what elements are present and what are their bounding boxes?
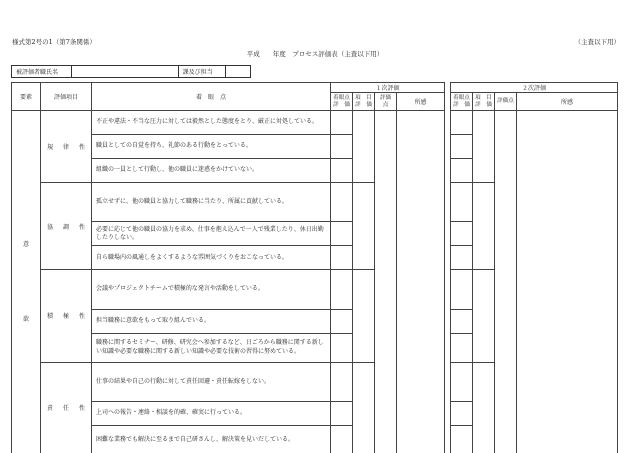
item-label: 積極性 (41, 270, 92, 362)
first-item-eval-input[interactable] (353, 111, 375, 183)
criterion-text: 上司への報告・連絡・相談を的確、確実に行っている。 (92, 401, 331, 425)
first-viewpoint-eval-input[interactable] (331, 222, 353, 246)
second-viewpoint-eval-input[interactable] (451, 111, 473, 135)
evaluatee-label: 被評価者職氏名 (12, 66, 72, 77)
second-comment-input[interactable] (517, 111, 618, 453)
item-label: 責任性 (41, 362, 92, 453)
first-eval-point-header: 評価 点 (375, 93, 397, 111)
first-viewpoint-eval-input[interactable] (331, 135, 353, 159)
second-item-eval-header: 項 目 評 価 (473, 93, 495, 111)
first-eval-point-input[interactable] (375, 111, 397, 453)
first-viewpoint-eval-input[interactable] (331, 425, 353, 453)
first-eval-header: １次評価 (331, 83, 445, 93)
second-viewpoint-eval-input[interactable] (451, 270, 473, 309)
second-eval-point-header: 評価点 (495, 93, 517, 111)
column-item: 評価項目 (41, 83, 92, 111)
second-viewpoint-eval-input[interactable] (451, 362, 473, 401)
department-field[interactable] (226, 66, 250, 77)
evaluatee-name-field[interactable] (72, 66, 179, 77)
second-eval-header: ２次評価 (451, 83, 618, 93)
first-comment-input[interactable] (397, 111, 445, 453)
dimension-char-2: 欲 (12, 316, 40, 323)
first-item-eval-input[interactable] (353, 362, 375, 453)
second-viewpoint-eval-input[interactable] (451, 401, 473, 425)
criterion-text: 困難な業務でも解決に至るまで自己研さんし、解決策を見いだしている。 (92, 425, 331, 453)
first-viewpoint-eval-header: 着眼点 評 価 (331, 93, 353, 111)
first-viewpoint-eval-input[interactable] (331, 333, 353, 362)
second-eval-point-input[interactable] (495, 111, 517, 453)
first-item-eval-input[interactable] (353, 270, 375, 362)
criterion-text: 会議やプロジェクトチームで積極的な発言や活動をしている。 (92, 270, 331, 309)
second-item-eval-input[interactable] (473, 362, 495, 453)
item-label: 規律性 (41, 111, 92, 183)
first-viewpoint-eval-input[interactable] (331, 246, 353, 270)
criterion-text: 孤立せずに、他の職員と協力して職務に当たり、所属に貢献している。 (92, 183, 331, 222)
item-label: 協調性 (41, 183, 92, 270)
column-element: 要素 (12, 83, 41, 111)
second-viewpoint-eval-input[interactable] (451, 135, 473, 159)
second-viewpoint-eval-input[interactable] (451, 183, 473, 222)
second-viewpoint-eval-input[interactable] (451, 246, 473, 270)
first-item-eval-input[interactable] (353, 183, 375, 270)
first-viewpoint-eval-input[interactable] (331, 401, 353, 425)
corner-label: （主査以下用） (575, 39, 621, 46)
form-number: 様式第2号の1（第7条関係） (12, 39, 96, 46)
second-viewpoint-eval-input[interactable] (451, 309, 473, 333)
second-item-eval-input[interactable] (473, 183, 495, 270)
criterion-text: 担当職務に意欲をもって取り組んでいる。 (92, 309, 331, 333)
first-viewpoint-eval-input[interactable] (331, 159, 353, 183)
criterion-text: 仕事の結果や自己の行動に対して責任回避・責任転嫁をしない。 (92, 362, 331, 401)
second-comment-header: 所感 (517, 93, 618, 111)
second-item-eval-input[interactable] (473, 111, 495, 183)
first-comment-header: 所感 (397, 93, 445, 111)
first-viewpoint-eval-input[interactable] (331, 362, 353, 401)
criterion-text: 必要に応じて他の職員の協力を求め、仕事を抱え込んで一人で残業したり、休日出勤したりしない。 (92, 222, 331, 246)
header-box (11, 65, 251, 78)
criterion-text: 不正や違法・不当な圧力に対しては毅然とした態度をとり、厳正に対処している。 (92, 111, 331, 135)
first-viewpoint-eval-input[interactable] (331, 309, 353, 333)
first-viewpoint-eval-input[interactable] (331, 183, 353, 222)
criterion-row (12, 111, 618, 135)
criterion-text: 組織の一員として行動し、他の職員に迷惑をかけていない。 (92, 159, 331, 183)
dimension-char-1: 意 (12, 241, 40, 248)
department-label: 課及び担当 (179, 66, 227, 77)
criterion-text: 職員としての自覚を持ち、礼節のある行動をとっている。 (92, 135, 331, 159)
first-item-eval-header: 項 目 評 価 (353, 93, 375, 111)
second-viewpoint-eval-input[interactable] (451, 159, 473, 183)
second-viewpoint-eval-input[interactable] (451, 425, 473, 453)
criterion-text: 自ら職場内の風通しをよくするような雰囲気づくりをおこなっている。 (92, 246, 331, 270)
first-viewpoint-eval-input[interactable] (331, 111, 353, 135)
dimension-cell (12, 111, 41, 453)
first-viewpoint-eval-input[interactable] (331, 270, 353, 309)
second-viewpoint-eval-input[interactable] (451, 333, 473, 362)
evaluation-table (11, 82, 618, 453)
column-viewpoint: 着 眼 点 (92, 83, 331, 111)
second-item-eval-input[interactable] (473, 270, 495, 362)
second-viewpoint-eval-header: 着眼点 評 価 (451, 93, 473, 111)
page-title: 平成 年度 プロセス評価表（主査以下用） (0, 51, 630, 58)
second-viewpoint-eval-input[interactable] (451, 222, 473, 246)
criterion-text: 職務に関するセミナー、研修、研究会へ参加するなど、日ごろから職務に関する新しい知識や必要な職務に関する新しい知識や必要な技術の習得に努めている。 (92, 333, 331, 362)
